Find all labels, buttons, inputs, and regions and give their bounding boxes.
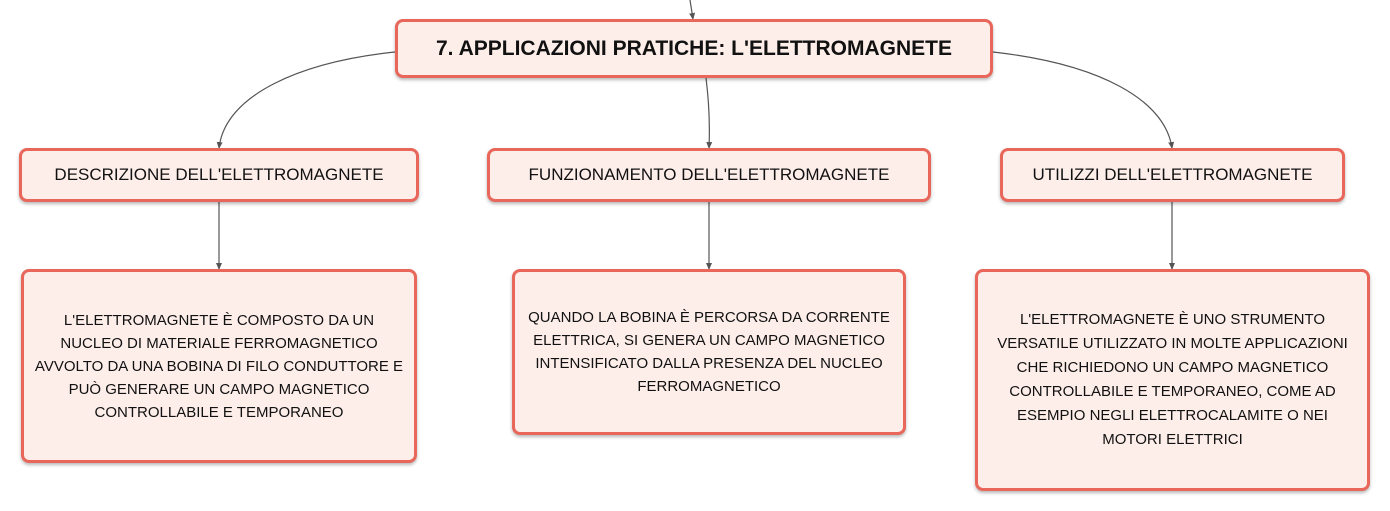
detail-text: L'ELETTROMAGNETE È UNO STRUMENTO VERSATILE UTILIZZATO IN MOLTE APPLICAZIONI CHE RICHIEDONO UN CAMPO MAGNETICO CONTROLLABILE E TEMPORANEO, COME AD ESEMPIO NEGLI ELETTROCALAMITE O NEI MOTORI ELETTRICI: [997, 311, 1348, 448]
connector-main-to-topic-2: [706, 78, 709, 148]
connector-main-to-topic-1: [219, 52, 395, 148]
connector-from-parent: [690, 0, 693, 19]
topic-label: DESCRIZIONE DELL'ELETTROMAGNETE: [54, 165, 384, 184]
topic-label: UTILIZZI DELL'ELETTROMAGNETE: [1032, 165, 1313, 184]
detail-node-funzionamento[interactable]: [512, 269, 906, 435]
detail-text: QUANDO LA BOBINA È PERCORSA DA CORRENTE ELETTRICA, SI GENERA UN CAMPO MAGNETICO INTENSIFICATO DALLA PRESENZA DEL NUCLEO FERROMAGNETICO: [528, 309, 890, 395]
topic-label: FUNZIONAMENTO DELL'ELETTROMAGNETE: [528, 165, 890, 184]
topic-node-descrizione[interactable]: [19, 148, 419, 202]
topic-node-utilizzi[interactable]: [1000, 148, 1345, 202]
detail-node-utilizzi[interactable]: [975, 269, 1370, 491]
main-topic-label: 7. APPLICAZIONI PRATICHE: L'ELETTROMAGNETE: [436, 36, 952, 60]
topic-node-funzionamento[interactable]: [487, 148, 931, 202]
connector-main-to-topic-3: [993, 52, 1172, 148]
main-topic-node[interactable]: [395, 19, 993, 78]
detail-text: L'ELETTROMAGNETE È COMPOSTO DA UN NUCLEO DI MATERIALE FERROMAGNETICO AVVOLTO DA UNA BOBINA DI FILO CONDUTTORE E PUÒ GENERARE UN CAMPO MAGNETICO CONTROLLABILE E TEMPORANEO: [34, 311, 404, 421]
detail-node-descrizione[interactable]: [21, 269, 417, 463]
